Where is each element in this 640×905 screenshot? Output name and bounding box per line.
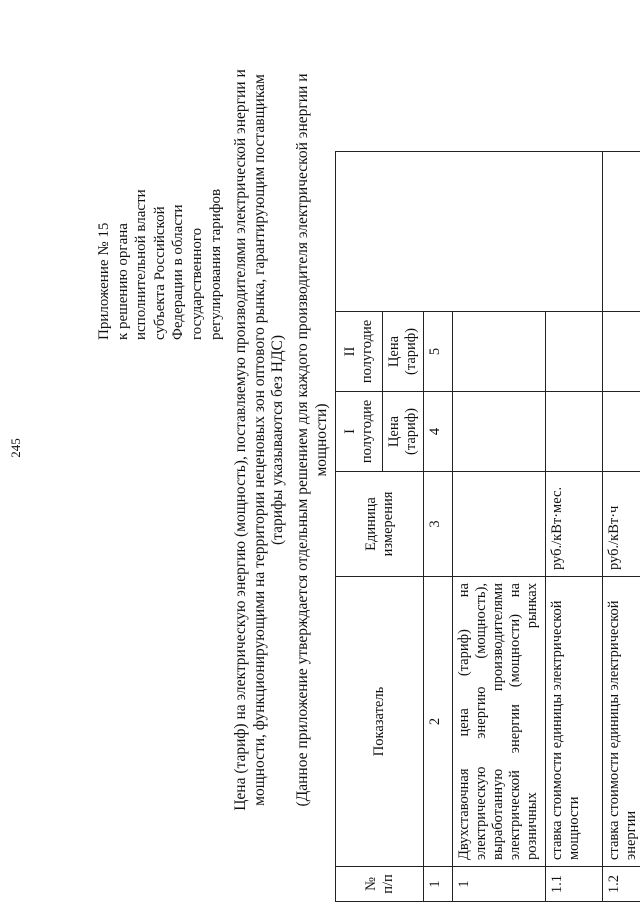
row-unit — [453, 472, 546, 577]
table-row — [603, 152, 640, 902]
header-num: № п/п — [336, 867, 424, 902]
row-half1 — [546, 392, 603, 472]
header-half2: II полугодие — [336, 312, 383, 392]
appendix-header — [95, 120, 225, 340]
column-number: 3 — [424, 472, 453, 577]
page-number: 245 — [8, 438, 23, 458]
title-line: мощности, функционирующими на территории неценовых зон оптового рынка, гарантирующим поставщикам — [250, 74, 268, 806]
row-half2 — [453, 312, 546, 392]
document-title — [232, 35, 288, 845]
header-unit: Единица измерения — [336, 472, 424, 577]
row-num: 1.2 — [603, 867, 640, 902]
appendix-line: Приложение № 15 — [96, 222, 112, 340]
row-indicator: Двухставочная цена (тариф) на электрическую энергию (мощность), выработанную производителями электрической энергии (мощности) на розничных рынках — [453, 577, 546, 867]
title-line: (тарифы указываются без НДС) — [269, 334, 286, 546]
note-line: мощности) — [312, 403, 330, 477]
tariff-table — [335, 151, 640, 902]
appendix-line: государственного — [188, 227, 205, 340]
column-number: 1 — [424, 867, 453, 902]
header-indicator: Показатель — [336, 577, 424, 867]
row-half2 — [546, 312, 603, 392]
title-line: Цена (тариф) на электрическую энергию (мощность), поставляемую производителями электрической энергии и — [232, 69, 249, 811]
appendix-line: Федерации в области — [170, 204, 187, 340]
column-number: 2 — [424, 577, 453, 867]
header-price1: Цена (тариф) — [383, 392, 424, 472]
column-number: 4 — [424, 392, 453, 472]
row-indicator: ставка стоимости единицы электрической энергии — [603, 577, 640, 867]
row-half1 — [603, 392, 640, 472]
row-unit: руб./кВт·ч — [603, 472, 640, 577]
appendix-line: к решению органа — [114, 223, 131, 340]
empty-column-cell — [603, 152, 640, 312]
header-half1: I полугодие — [336, 392, 383, 472]
row-indicator: ставка стоимости единицы электрической мощности — [546, 577, 603, 867]
appendix-line: регулирования тарифов — [207, 188, 224, 340]
appendix-line: субъекта Российской — [151, 206, 168, 340]
table-header-row — [336, 152, 383, 902]
column-number: 5 — [424, 312, 453, 392]
row-half2 — [603, 312, 640, 392]
note-line: (Данное приложение утверждается отдельным решением для каждого производителя электрической энергии и — [294, 73, 311, 807]
empty-column-cell — [336, 152, 603, 312]
row-unit: руб./кВт·мес. — [546, 472, 603, 577]
row-half1 — [453, 392, 546, 472]
appendix-line: исполнительной власти — [133, 189, 150, 340]
approval-note — [294, 45, 331, 835]
header-price2: Цена (тариф) — [383, 312, 424, 392]
row-num: 1 — [453, 867, 546, 902]
row-num: 1.1 — [546, 867, 603, 902]
